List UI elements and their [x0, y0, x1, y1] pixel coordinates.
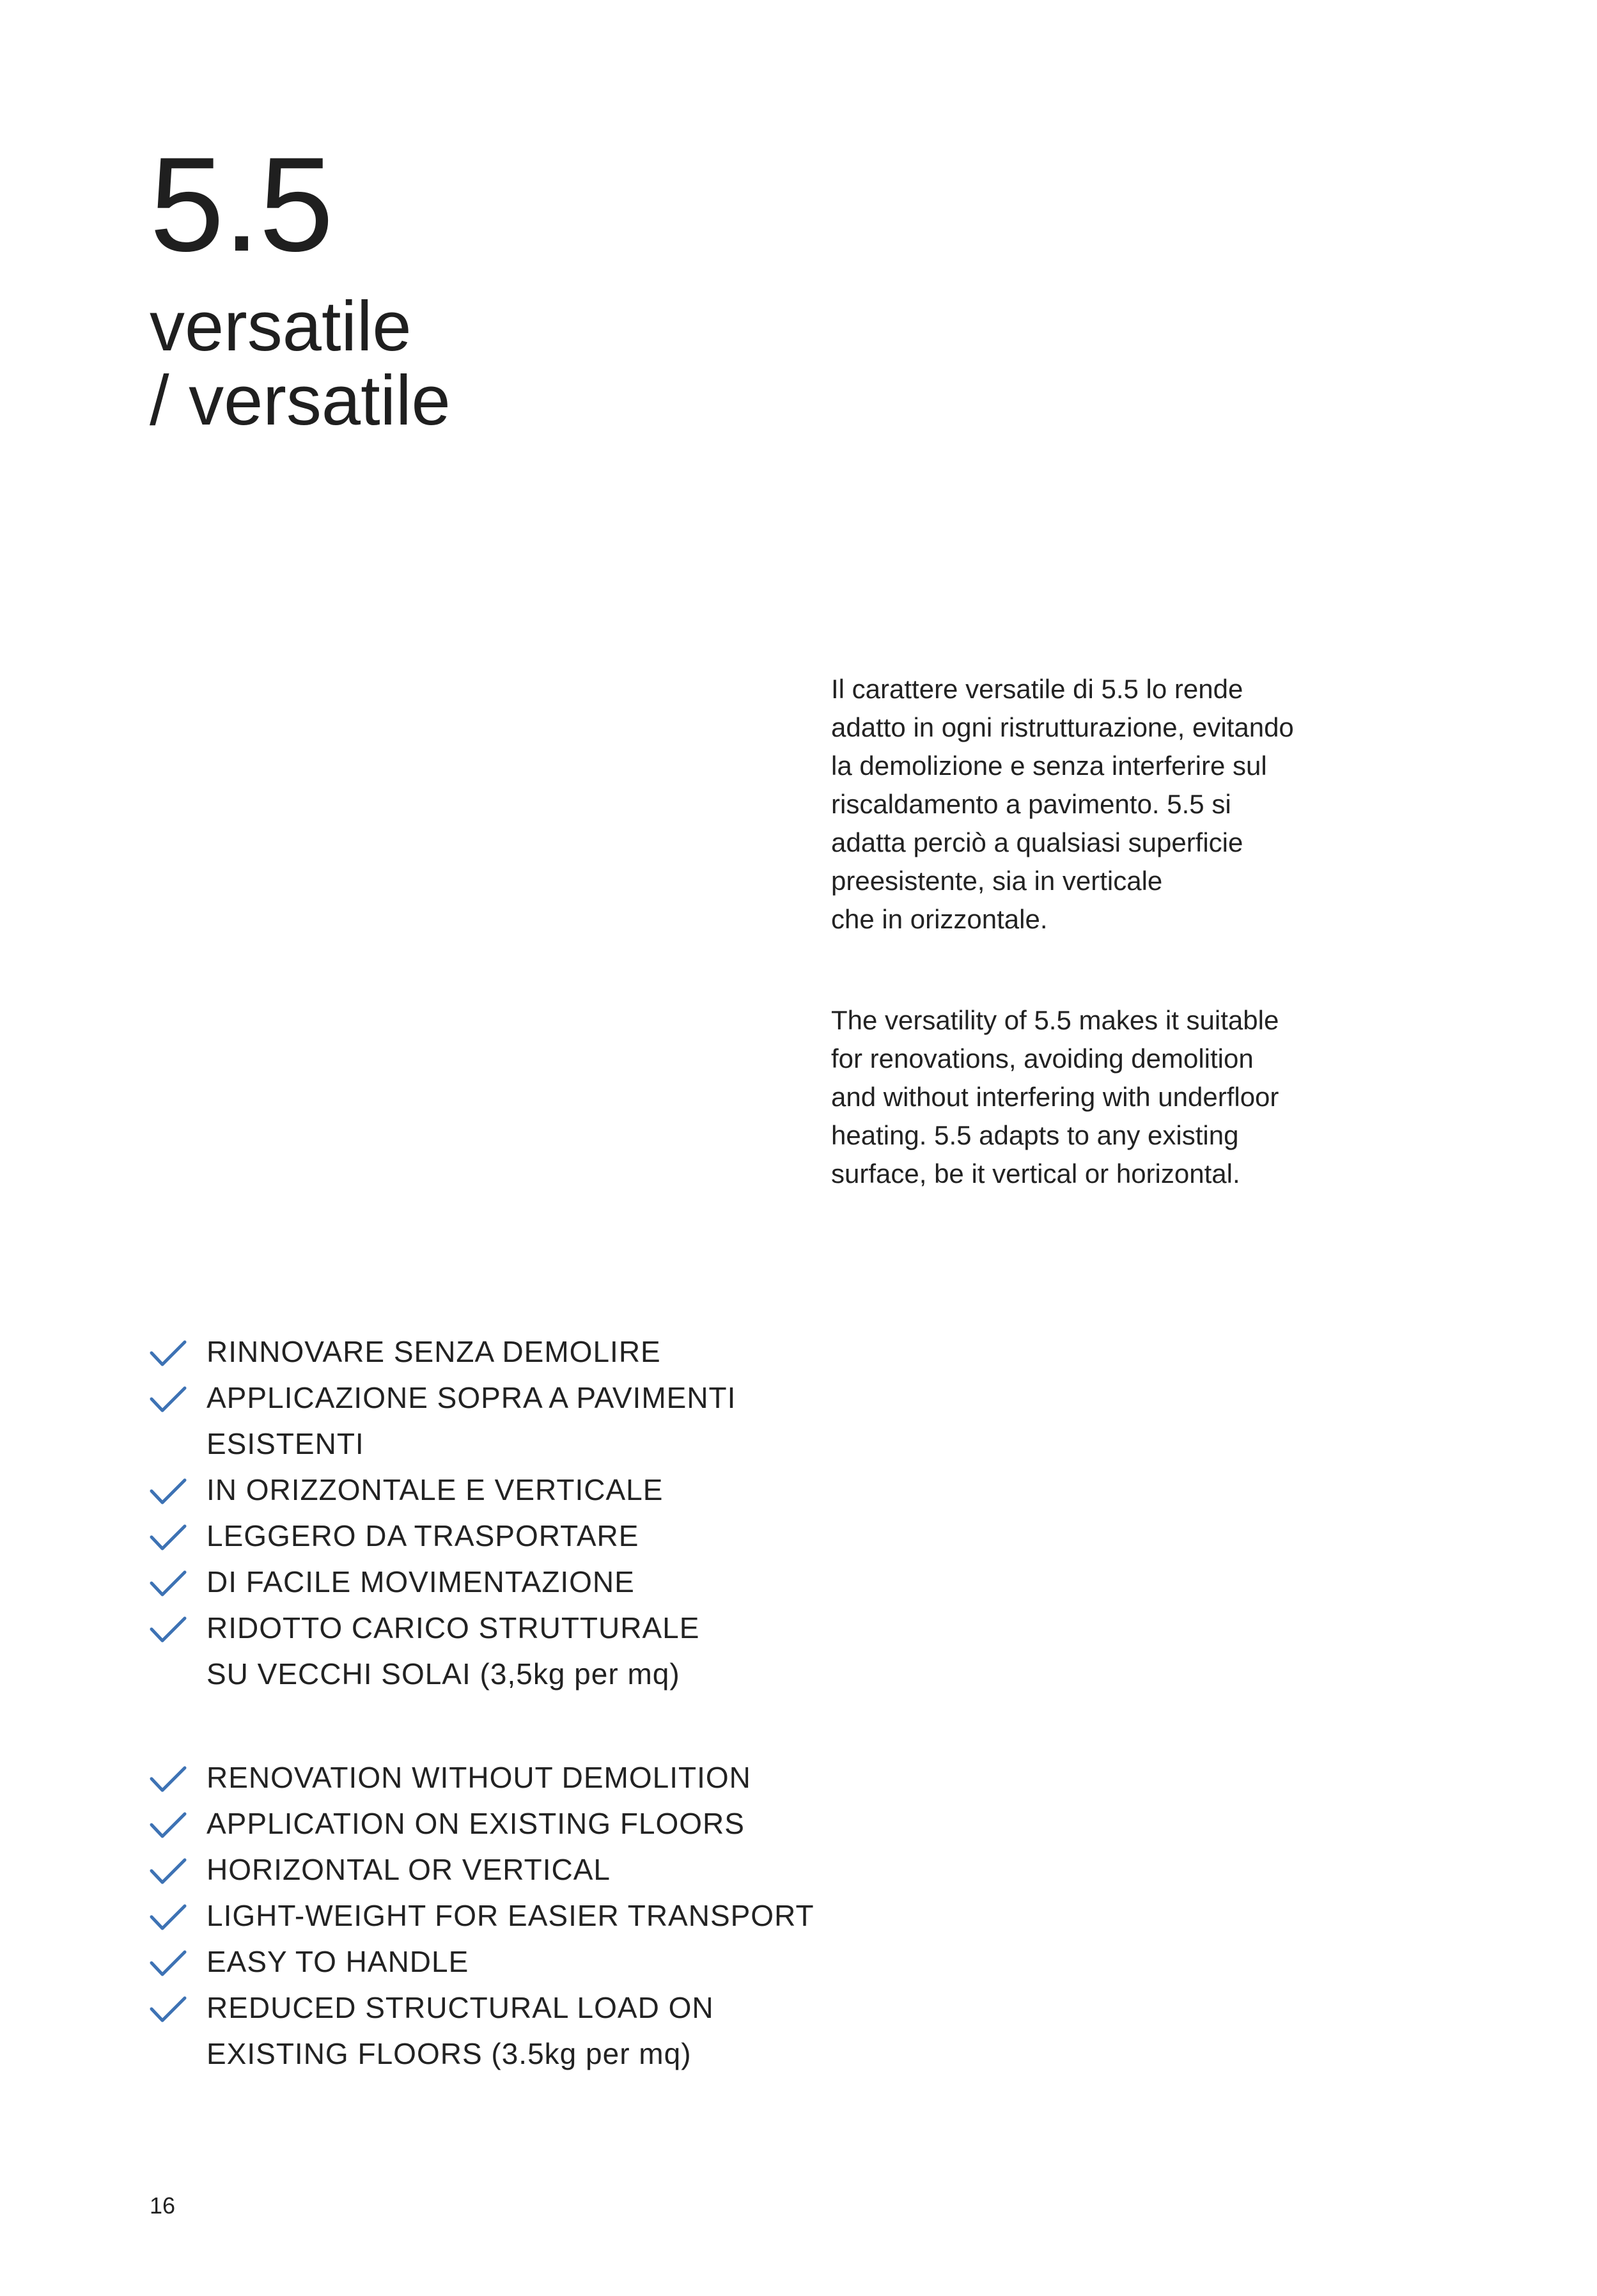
feature-text: REDUCED STRUCTURAL LOAD ON	[206, 1991, 714, 2024]
feature-item	[150, 1467, 891, 1513]
check-icon	[150, 1616, 187, 1644]
section-title	[150, 287, 451, 440]
feature-text: DI FACILE MOVIMENTAZIONE	[206, 1565, 635, 1598]
description-line: for renovations, avoiding demolition	[831, 1043, 1254, 1074]
feature-text: RENOVATION WITHOUT DEMOLITION	[206, 1761, 751, 1794]
description-line: The versatility of 5.5 makes it suitable	[831, 1005, 1279, 1035]
feature-item	[150, 1985, 891, 2077]
feature-item	[150, 1847, 891, 1893]
feature-item	[150, 1605, 891, 1697]
feature-item	[150, 1513, 891, 1559]
feature-text: RIDOTTO CARICO STRUTTURALE	[206, 1611, 700, 1644]
check-icon	[150, 1903, 187, 1932]
description-english	[831, 1001, 1406, 1193]
feature-item	[150, 1939, 891, 1985]
check-icon	[150, 1811, 187, 1839]
description-italian	[831, 670, 1406, 939]
feature-text: EASY TO HANDLE	[206, 1945, 469, 1978]
description-line: la demolizione e senza interferire sul	[831, 751, 1267, 781]
feature-text: LIGHT-WEIGHT FOR EASIER TRANSPORT	[206, 1899, 814, 1932]
feature-item	[150, 1329, 891, 1375]
feature-text: EXISTING FLOORS (3.5kg per mq)	[206, 2037, 692, 2070]
description-line: and without interfering with underfloor	[831, 1082, 1279, 1112]
feature-text: APPLICAZIONE SOPRA A PAVIMENTI	[206, 1381, 736, 1414]
check-icon	[150, 1995, 187, 2024]
check-icon	[150, 1386, 187, 1414]
feature-item	[150, 1893, 891, 1939]
feature-text: HORIZONTAL OR VERTICAL	[206, 1853, 611, 1886]
description-line: che in orizzontale.	[831, 904, 1048, 934]
check-icon	[150, 1524, 187, 1552]
feature-text: ESISTENTI	[206, 1427, 364, 1460]
feature-item	[150, 1559, 891, 1605]
feature-text: LEGGERO DA TRASPORTARE	[206, 1519, 639, 1552]
check-icon	[150, 1478, 187, 1506]
description-line: Il carattere versatile di 5.5 lo rende	[831, 674, 1243, 704]
feature-text: IN ORIZZONTALE E VERTICALE	[206, 1473, 664, 1506]
check-icon	[150, 1765, 187, 1793]
feature-text: RINNOVARE SENZA DEMOLIRE	[206, 1335, 661, 1368]
check-icon	[150, 1857, 187, 1886]
feature-text: APPLICATION ON EXISTING FLOORS	[206, 1807, 745, 1840]
feature-item	[150, 1754, 891, 1800]
check-icon	[150, 1570, 187, 1598]
section-number: 5.5	[150, 129, 332, 279]
page-number: 16	[150, 2192, 176, 2219]
description-line: adatta perciò a qualsiasi superficie	[831, 827, 1243, 857]
description-line: surface, be it vertical or horizontal.	[831, 1159, 1240, 1189]
feature-text: SU VECCHI SOLAI (3,5kg per mq)	[206, 1657, 680, 1691]
description-line: adatto in ogni ristrutturazione, evitando	[831, 712, 1294, 742]
check-icon	[150, 1949, 187, 1978]
title-english: / versatile	[150, 361, 451, 440]
feature-item	[150, 1800, 891, 1847]
check-icon	[150, 1339, 187, 1368]
title-italian: versatile	[150, 287, 412, 366]
description-line: riscaldamento a pavimento. 5.5 si	[831, 789, 1231, 819]
description-line: heating. 5.5 adapts to any existing	[831, 1120, 1239, 1150]
feature-list-english	[150, 1754, 891, 2077]
feature-list-italian	[150, 1329, 891, 1697]
feature-item	[150, 1375, 891, 1467]
description-line: preesistente, sia in verticale	[831, 866, 1163, 896]
